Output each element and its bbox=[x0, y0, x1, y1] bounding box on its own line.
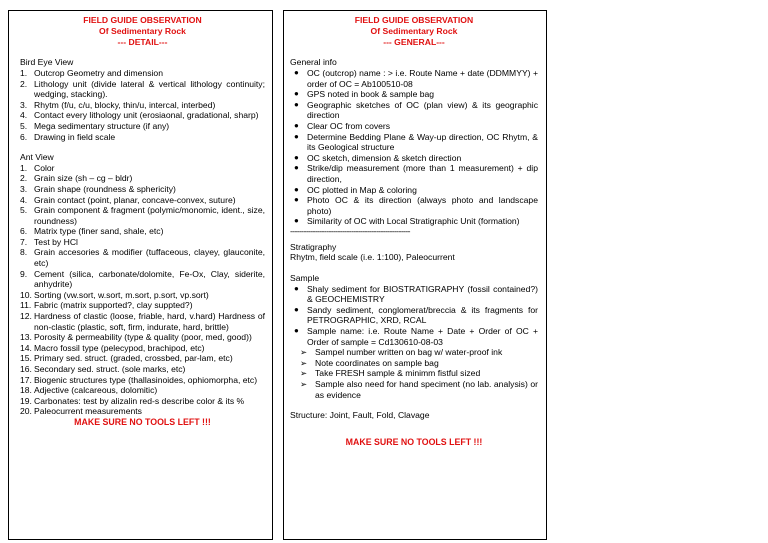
list-item: ● Photo OC & its direction (always photo and landscape photo) bbox=[294, 195, 538, 216]
list-item: 8. Grain accesories & modifier (tuffaceous, clayey, glauconite, etc) bbox=[20, 247, 265, 269]
general-card-header bbox=[290, 15, 538, 47]
list-item: 4. Grain contact (point, planar, concave-convex, suture) bbox=[20, 194, 236, 205]
header-title: FIELD GUIDE OBSERVATION bbox=[354, 15, 474, 25]
arrow-bullet-icon: ➢ bbox=[300, 368, 308, 379]
general-footer-warning: MAKE SURE NO TOOLS LEFT !!! bbox=[345, 436, 483, 447]
list-item: 11. Fabric (matrix supported?, clay suppted?) bbox=[20, 300, 193, 311]
structure-text: Structure: Joint, Fault, Fold, Clavage bbox=[290, 410, 430, 421]
ant-view-list bbox=[20, 163, 265, 417]
arrow-bullet-icon: ➢ bbox=[300, 347, 308, 358]
list-item: 4. Contact every lithology unit (erosiaonal, gradational, sharp) bbox=[20, 110, 259, 121]
bullet-icon: ● bbox=[294, 326, 299, 336]
list-item: 2. Lithology unit (divide lateral & vertical lithology continuity; wedging, stacking). bbox=[20, 78, 265, 100]
bullet-icon: ● bbox=[294, 99, 299, 109]
list-item: ● Similarity of OC with Local Stratigraphic Unit (formation) bbox=[294, 216, 520, 227]
ant-view-heading: Ant View bbox=[20, 152, 54, 163]
list-item: ➢ Note coordinates on sample bag bbox=[300, 357, 439, 368]
list-item: 13. Porosity & permeability (type & quality (poor, med, good)) bbox=[20, 332, 252, 343]
sample-list bbox=[290, 284, 538, 348]
bullet-icon: ● bbox=[294, 152, 299, 162]
bullet-icon: ● bbox=[294, 195, 299, 205]
dashed-separator: ----------------------------------------------------- bbox=[290, 226, 410, 236]
list-item: ● Clear OC from covers bbox=[294, 120, 391, 131]
general-info-list bbox=[290, 68, 538, 227]
bullet-icon: ● bbox=[294, 120, 299, 130]
list-item: 12. Hardness of clastic (loose, friable, hard, v.hard) Hardness of non-clastic (plastic, soft, firm, indurate, hard, brittle) bbox=[20, 311, 265, 332]
bullet-icon: ● bbox=[294, 67, 299, 77]
arrow-bullet-icon: ➢ bbox=[300, 357, 308, 368]
list-item: 19. Carbonates: test by alizalin red-s describe color & its % bbox=[20, 395, 245, 406]
header-section: --- GENERAL--- bbox=[383, 36, 445, 47]
general-info-heading: General info bbox=[290, 57, 337, 68]
general-card bbox=[283, 10, 547, 540]
list-item: 14. Macro fossil type (pelecypod, brachipod, etc) bbox=[20, 342, 205, 353]
stratigraphy-text: Rhytm, field scale (i.e. 1:100), Paleocurrent bbox=[290, 252, 455, 263]
list-item: ● OC (outcrop) name : > i.e. Route Name + date (DDMMYY) + order of OC = Ab100510-08 bbox=[294, 67, 538, 89]
detail-card bbox=[8, 10, 273, 540]
list-item: 17. Biogenic structures type (thallasinoides, ophiomorpha, etc) bbox=[20, 374, 258, 385]
bullet-icon: ● bbox=[294, 163, 299, 173]
list-item: ➢ Sample also need for hand speciment (no lab. analysis) or as evidence bbox=[300, 379, 538, 400]
bullet-icon: ● bbox=[294, 184, 299, 194]
list-item: ➢ Sampel number written on bag w/ water-proof ink bbox=[300, 347, 503, 358]
bird-eye-heading: Bird Eye View bbox=[20, 57, 74, 68]
detail-footer-warning: MAKE SURE NO TOOLS LEFT !!! bbox=[74, 416, 211, 427]
list-item: ● GPS noted in book & sample bag bbox=[294, 89, 435, 100]
header-subtitle: Of Sedimentary Rock bbox=[370, 25, 458, 36]
header-subtitle: Of Sedimentary Rock bbox=[99, 25, 186, 36]
header-section: --- DETAIL--- bbox=[117, 36, 168, 47]
list-item: 15. Primary sed. struct. (graded, crossbed, par-lam, etc) bbox=[20, 353, 233, 364]
list-item: 18. Adjective (calcareous, dolomitic) bbox=[20, 385, 158, 396]
list-item: ● Sample name: i.e. Route Name + Date + Order of OC + Order of sample = Cd130610-08-03 bbox=[294, 326, 538, 347]
list-item: 16. Secondary sed. struct. (sole marks, etc) bbox=[20, 364, 186, 375]
sample-sub-list bbox=[290, 347, 538, 400]
list-item: ➢ Take FRESH sample & minimm fistful sized bbox=[300, 368, 481, 379]
list-item: ● Shaly sediment for BIOSTRATIGRAPHY (fossil contained?) & GEOCHEMISTRY bbox=[294, 283, 538, 305]
bird-eye-list bbox=[20, 68, 265, 142]
list-item: 20. Paleocurrent measurements bbox=[20, 406, 142, 417]
list-item: ● OC plotted in Map & coloring bbox=[294, 184, 417, 195]
list-item: 1. Outcrop Geometry and dimension bbox=[20, 67, 163, 78]
list-item: ● Strike/dip measurement (more than 1 measurement) + dip direction, bbox=[294, 163, 538, 184]
list-item: 9. Cement (silica, carbonate/dolomite, Fe-Ox, Clay, siderite, anhydrite) bbox=[20, 268, 265, 290]
bullet-icon: ● bbox=[294, 304, 299, 314]
list-item: ● OC sketch, dimension & sketch direction bbox=[294, 152, 462, 163]
list-item: 2. Grain size (sh – cg – bldr) bbox=[20, 173, 133, 184]
list-item: 3. Rhytm (f/u, c/u, blocky, thin/u, intercal, interbed) bbox=[20, 99, 216, 110]
list-item: 6. Matrix type (finer sand, shale, etc) bbox=[20, 226, 164, 237]
list-item: ● Sandy sediment, conglomerat/breccia & its fragments for PETROGRAPHIC, XRD, RCAL bbox=[294, 304, 538, 326]
arrow-bullet-icon: ➢ bbox=[300, 379, 308, 390]
list-item: 3. Grain shape (roundness & sphericity) bbox=[20, 183, 176, 194]
stratigraphy-heading: Stratigraphy bbox=[290, 241, 337, 252]
list-item: 1. Color bbox=[20, 162, 55, 173]
bullet-icon: ● bbox=[294, 216, 299, 226]
bullet-icon: ● bbox=[294, 131, 299, 141]
header-title: FIELD GUIDE OBSERVATION bbox=[83, 15, 202, 25]
bullet-icon: ● bbox=[294, 89, 299, 99]
list-item: 10. Sorting (vw.sort, w.sort, m.sort, p.sort, vp.sort) bbox=[20, 289, 209, 300]
sample-heading: Sample bbox=[290, 273, 320, 284]
list-item: ● Geographic sketches of OC (plan view) & its geographic direction bbox=[294, 99, 538, 121]
bullet-icon: ● bbox=[294, 283, 299, 293]
list-item: 6. Drawing in field scale bbox=[20, 131, 116, 142]
list-item: 5. Mega sedimentary structure (if any) bbox=[20, 120, 170, 131]
list-item: 5. Grain component & fragment (polymic/monomic, ident., size, roundness) bbox=[20, 205, 265, 226]
list-item: ● Determine Bedding Plane & Way-up direction, OC Rhytm, & its Geological structure bbox=[294, 131, 538, 153]
list-item: 7. Test by HCl bbox=[20, 236, 78, 247]
detail-card-header bbox=[20, 15, 265, 47]
